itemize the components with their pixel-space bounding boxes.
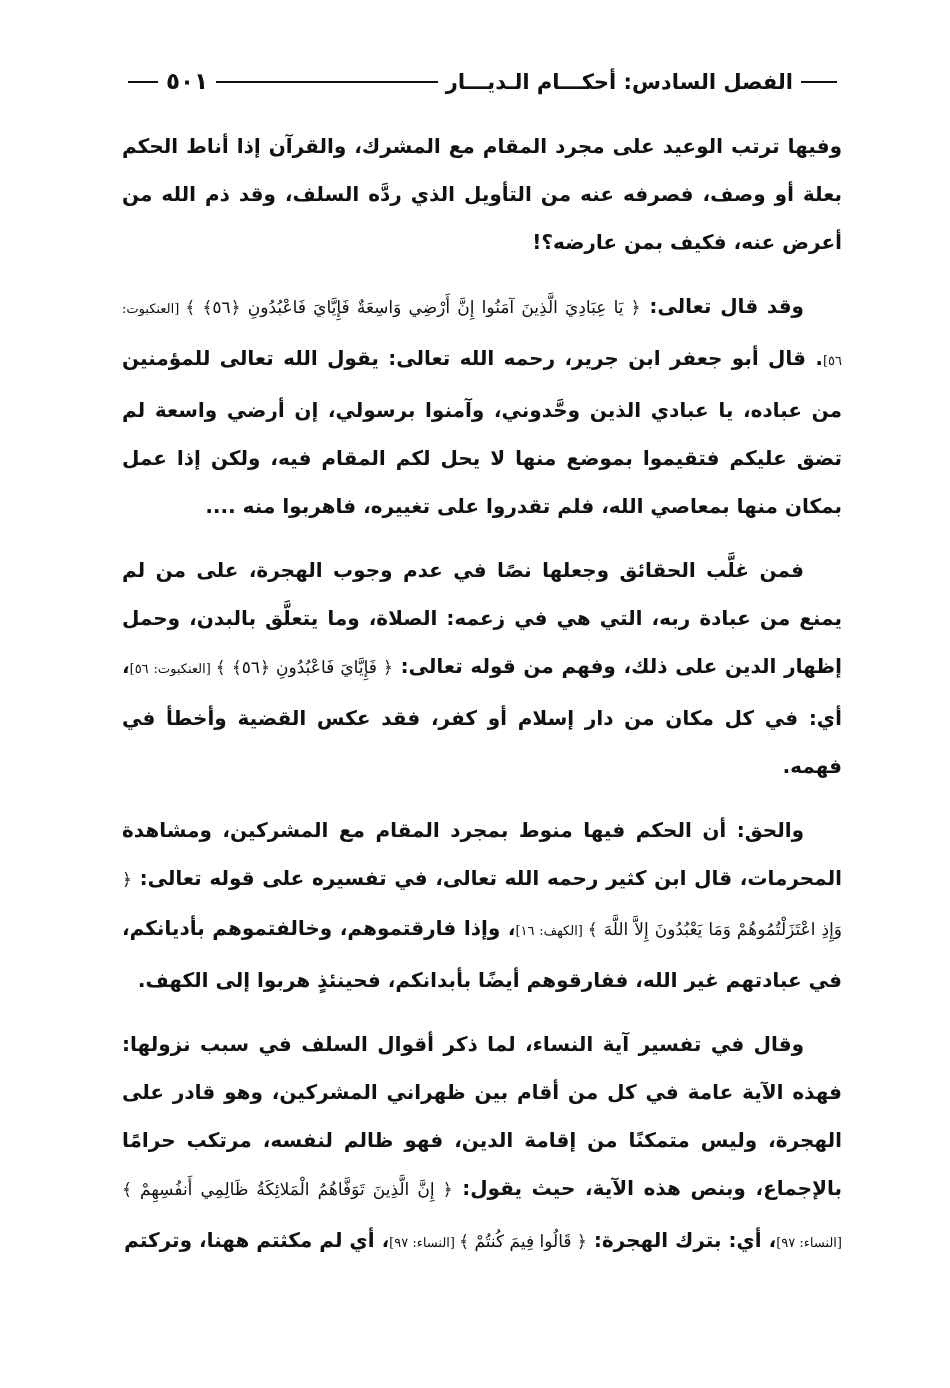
paragraph-text: ، أي لم مكثتم ههنا، وتركتم [124, 1228, 390, 1252]
paragraph [122, 546, 842, 790]
paragraph [122, 806, 842, 1004]
paragraph-text: والحق: أن الحكم فيها منوط بمجرد المقام مع المشركين، ومشاهدة المحرمات، قال ابن كثير رحمه الله تعالى، في تفسيره على قوله تعالى: [122, 818, 842, 890]
verse-reference: [العنكبوت: ٥٦] [129, 662, 216, 677]
header-rule [216, 81, 438, 83]
verse-reference: [الكهف: ١٦] [515, 924, 588, 939]
paragraph-text: ، أي: في كل مكان من دار إسلام أو كفر، فقد عكس القضية وأخطأ في فهمه. [122, 654, 842, 778]
quran-verse: ﴿ قَالُوا فِيمَ كُنتُمْ ﴾ [459, 1232, 587, 1252]
verse-reference: [النساء: ٩٧] [389, 1236, 460, 1251]
verse-reference: [العنكبوت: ٥٦] [122, 302, 842, 369]
paragraph-text: فمن غلَّب الحقائق وجعلها نصًا في عدم وجوب الهجرة، على من لم يمنع من عبادة ربه، التي هي في زعمه: الصلاة، وما يتعلَّق بالبدن، وحمل إظهار الدين على ذلك، وفهم من قوله تعالى: [122, 558, 842, 678]
quran-verse: ﴿ يَا عِبَادِيَ الَّذِينَ آمَنُوا إِنَّ أَرْضِي وَاسِعَةٌ فَإِيَّايَ فَاعْبُدُونِ ﴿٥٦﴾ ﴾ [185, 298, 641, 318]
quran-verse: ﴿ فَإِيَّايَ فَاعْبُدُونِ ﴿٥٦﴾ ﴾ [215, 658, 393, 678]
paragraph-text: وقال في تفسير آية النساء، لما ذكر أقوال السلف في سبب نزولها: فهذه الآية عامة في كل من أقام بين ظهراني المشركين، وهو قادر على الهجرة، وليس متمكنًا من إقامة الدين، فهو ظالم لنفسه، مرتكب حرامًا بالإجماع، وبنص هذه الآية، حيث يقول: [122, 1032, 842, 1200]
verse-reference: [النساء: ٩٧] [776, 1236, 842, 1251]
paragraph-text: ، وإذا فارقتموهم، وخالفتموهم بأديانكم، في عبادتهم غير الله، ففارقوهم أيضًا بأبدانكم، فحينئذٍ هربوا إلى الكهف. [122, 916, 842, 992]
paragraph [122, 282, 842, 530]
quran-verse: ﴿ وَإِذِ اعْتَزَلْتُمُوهُمْ وَمَا يَعْبُدُونَ إِلاَّ اللَّهَ ﴾ [122, 870, 843, 940]
paragraph-text: وقد قال تعالى: [640, 294, 804, 318]
running-title: الفصل السادس: أحكـــام الـديـــار [445, 70, 793, 94]
paragraph [122, 1020, 842, 1268]
paragraph-text: . قال أبو جعفر ابن جرير، رحمه الله تعالى: يقول الله تعالى للمؤمنين من عباده، يا عبادي الذين وحَّدوني، وآمنوا برسولي، إن أرضي واسعة لم تضق عليكم فتقيموا بموضع منها لا يحل لكم المقام فيه، ولكن إذا عمل بمكان منها بمعاصي الله، فلم تقدروا على تغييره، فاهربوا منه .... [122, 346, 842, 518]
paragraph [122, 122, 842, 266]
header-dash-right [801, 81, 837, 83]
page-number: ٥٠١ [166, 69, 209, 95]
header-dash-left [128, 81, 158, 83]
quran-verse: ﴿ إِنَّ الَّذِينَ تَوَفَّاهُمُ الْمَلائِكَةُ ظَالِمِي أَنفُسِهِمْ ﴾ [122, 1180, 453, 1200]
page-header [120, 62, 845, 102]
body-text [122, 122, 842, 1284]
paragraph-text: وفيها ترتب الوعيد على مجرد المقام مع المشرك، والقرآن إذا أناط الحكم بعلة أو وصف، فصرفه عنه من التأويل الذي ردَّه السلف، وقد ذم الله من أعرض عنه، فكيف بمن عارضه؟! [122, 134, 842, 254]
paragraph-text: ، أي: بترك الهجرة: [586, 1228, 777, 1252]
